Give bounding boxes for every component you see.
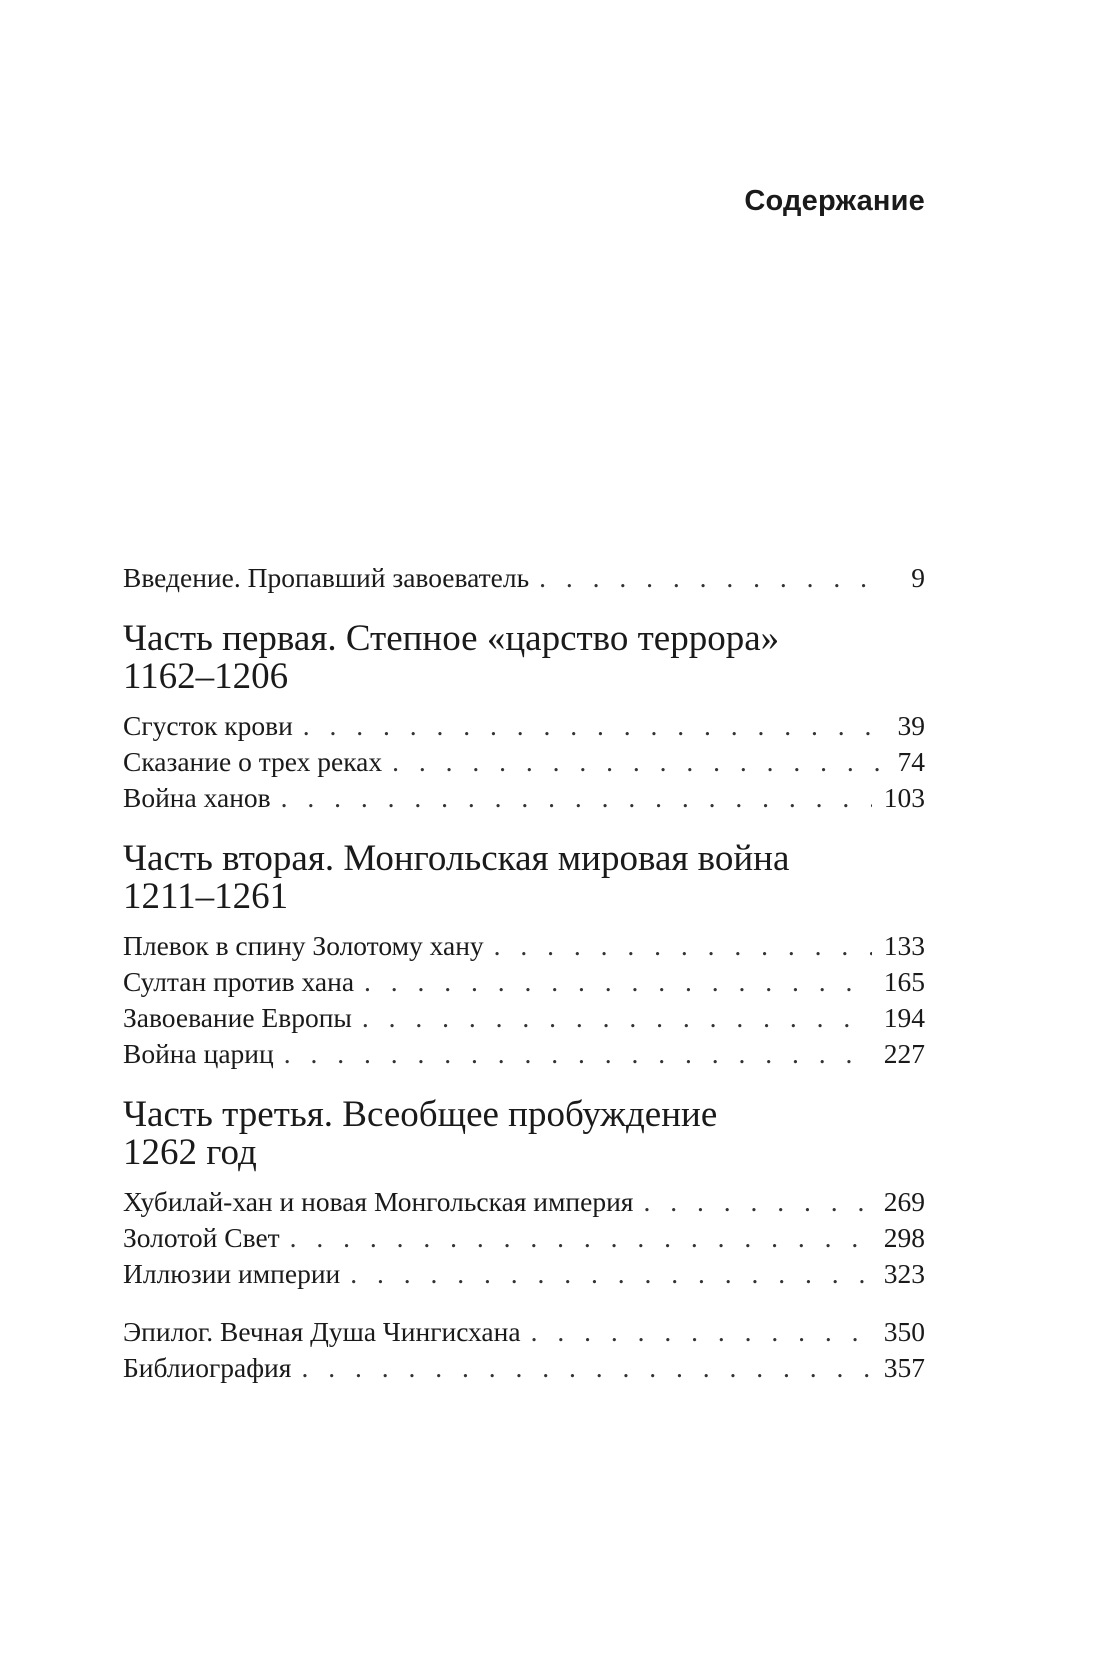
toc-entry-bibliography[interactable]: [123, 1350, 925, 1386]
dot-leader: [531, 1314, 872, 1350]
toc-entry-page: 133: [883, 930, 925, 961]
dot-leader: [284, 1036, 872, 1072]
toc-entry-page: 298: [883, 1222, 925, 1253]
toc-entry-page: 194: [883, 1002, 925, 1033]
toc-entry-title: Плевок в спину Золотому хану: [123, 930, 484, 961]
toc-entry-page: 9: [911, 562, 925, 593]
part-title: Часть вторая. Монгольская мировая война: [123, 838, 790, 879]
toc-entry[interactable]: [123, 964, 925, 1000]
toc-entry-page: 74: [897, 746, 925, 777]
dot-leader: [301, 1350, 871, 1386]
part-years: 1162–1206: [123, 656, 289, 697]
dot-leader: [643, 1184, 871, 1220]
toc-entry-title: Война цариц: [123, 1038, 274, 1069]
dot-leader: [281, 780, 872, 816]
part-title: Часть третья. Всеобщее пробуждение: [123, 1094, 718, 1135]
dot-leader: [364, 964, 872, 1000]
toc-entry-title: Хубилай-хан и новая Монгольская империя: [123, 1186, 634, 1217]
toc-entry-title: Библиография: [123, 1352, 292, 1383]
toc-entry-page: 103: [883, 782, 925, 813]
toc-entry-page: 165: [883, 966, 925, 997]
toc-entry-title: Золотой Свет: [123, 1222, 280, 1253]
toc-entry-title: Завоевание Европы: [123, 1002, 352, 1033]
toc-entry-intro[interactable]: [123, 560, 925, 596]
toc-entry-title: Война ханов: [123, 782, 271, 813]
dot-leader: [392, 744, 885, 780]
toc-entry[interactable]: [123, 1256, 925, 1292]
part-3-heading[interactable]: [123, 1096, 925, 1172]
toc-entry-title: Эпилог. Вечная Душа Чингисхана: [123, 1316, 521, 1347]
toc-entry-title: Султан против хана: [123, 966, 355, 997]
part-2-heading[interactable]: [123, 840, 925, 916]
toc-entry-title: Иллюзии империи: [123, 1258, 341, 1289]
dot-leader: [539, 560, 885, 596]
toc-entry-page: 357: [883, 1352, 925, 1383]
toc-entry-page: 269: [883, 1186, 925, 1217]
toc-entry[interactable]: [123, 744, 925, 780]
toc-entry[interactable]: [123, 780, 925, 816]
toc-entry-page: 323: [883, 1258, 925, 1289]
dot-leader: [362, 1000, 872, 1036]
toc-entry-title: Сказание о трех реках: [123, 746, 383, 777]
dot-leader: [303, 708, 885, 744]
toc-entry-title: Введение. Пропавший завоеватель: [123, 562, 530, 593]
toc-entry-page: 227: [883, 1038, 925, 1069]
toc-entry[interactable]: [123, 1036, 925, 1072]
toc-heading: Содержание: [744, 185, 925, 217]
toc-entry[interactable]: [123, 1000, 925, 1036]
part-1-heading[interactable]: [123, 620, 925, 696]
toc-entry[interactable]: [123, 928, 925, 964]
toc-entry-page: 350: [883, 1316, 925, 1347]
toc-entry[interactable]: [123, 1220, 925, 1256]
toc-entry[interactable]: [123, 1184, 925, 1220]
part-years: 1262 год: [123, 1132, 257, 1173]
dot-leader: [290, 1220, 872, 1256]
dot-leader: [494, 928, 872, 964]
toc-entry[interactable]: [123, 708, 925, 744]
toc-entry-title: Сгусток крови: [123, 710, 293, 741]
dot-leader: [350, 1256, 872, 1292]
toc-entry-epilogue[interactable]: [123, 1314, 925, 1350]
toc-entry-page: 39: [897, 710, 925, 741]
part-years: 1211–1261: [123, 876, 289, 917]
part-title: Часть первая. Степное «царство террора»: [123, 618, 780, 659]
